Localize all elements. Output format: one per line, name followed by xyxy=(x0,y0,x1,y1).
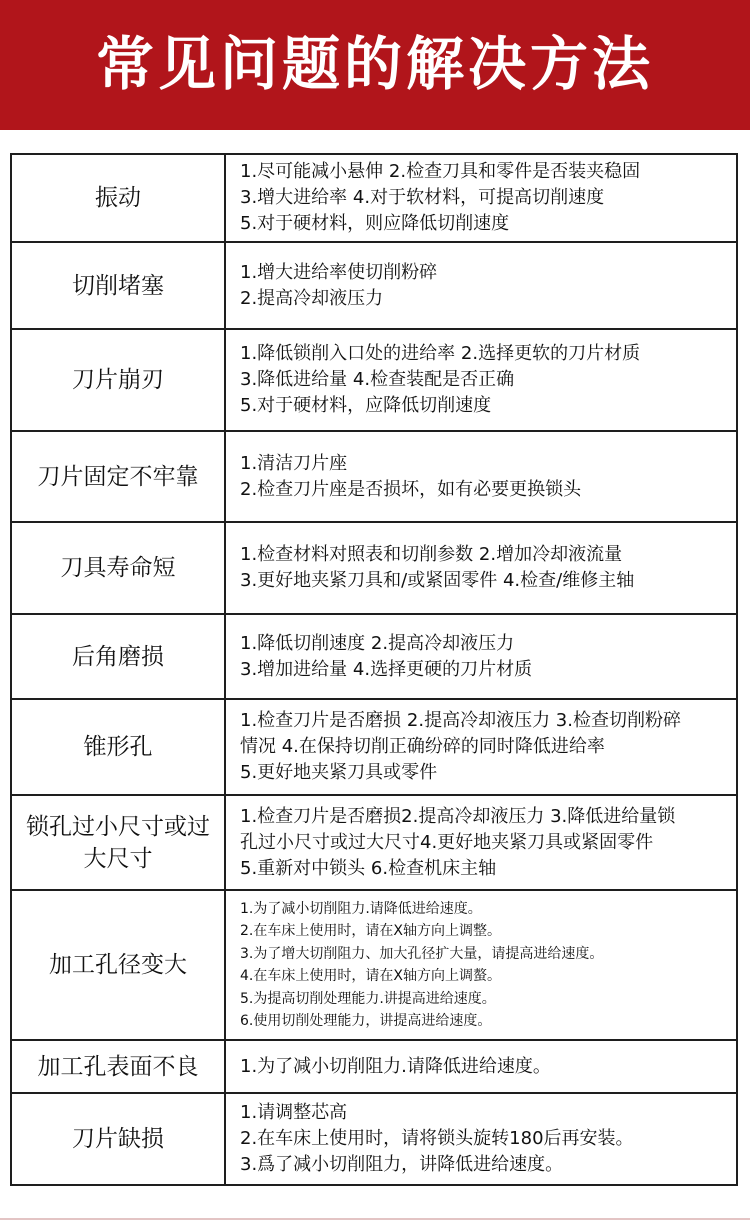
problem-cell: 锥形孔 xyxy=(11,699,225,795)
solution-cell xyxy=(225,1040,737,1093)
problem-cell: 刀片崩刃 xyxy=(11,329,225,431)
problem-cell: 振动 xyxy=(11,154,225,242)
solution-line: 3.为了增大切削阻力、加大孔径扩大量，请提高进给速度。 xyxy=(240,945,604,962)
solution-line: 2.检查刀片座是否损坏，如有必要更换锁头 xyxy=(240,478,582,500)
solution-line: 4.在车床上使用时，请在X轴方向上调螯。 xyxy=(240,968,501,984)
table-row xyxy=(11,1093,737,1185)
solution-cell xyxy=(225,242,737,329)
solution-line: 3.降低进给量 4.检查装配是否正确 xyxy=(240,369,515,390)
problem-cell: 加工孔表面不良 xyxy=(11,1040,225,1093)
table-row xyxy=(11,699,737,795)
solution-cell xyxy=(225,890,737,1040)
page-title: 常见问题的解决方法 xyxy=(95,30,654,98)
solution-line: 1.降低切削速度 2.提高冷却液压力 xyxy=(240,632,515,654)
solution-line: 5.更好地夹紧刀具或零件 xyxy=(240,762,438,783)
solution-line: 3.增加进给量 4.选择更硬的刀片材质 xyxy=(240,658,533,680)
solution-line: 2.在车床上使用时，请将锁头旋转180后再安装。 xyxy=(240,1128,634,1149)
problem-cell: 刀片缺损 xyxy=(11,1093,225,1185)
problem-cell: 后角磨损 xyxy=(11,614,225,699)
table-row xyxy=(11,329,737,431)
solution-line: 1.尽可能减小悬伸 2.检查刀具和零件是否装夹稳固 xyxy=(240,161,641,182)
solution-line: 6.使用切削处理能力，讲提高进给速度。 xyxy=(240,1013,492,1029)
solution-line: 1.降低锁削入口处的进给率 2.选择更软的刀片材质 xyxy=(240,343,641,364)
solution-line: 1.增大进给率使切削粉碎 xyxy=(240,261,438,283)
solution-line: 5.对于硬材料，则应降低切削速度 xyxy=(240,213,510,234)
table-row xyxy=(11,242,737,329)
table-row xyxy=(11,614,737,699)
solution-line: 3.爲了减小切削阻力，讲降低进给速度。 xyxy=(240,1154,564,1175)
solution-cell xyxy=(225,329,737,431)
problem-cell: 刀片固定不牢靠 xyxy=(11,431,225,522)
solution-line: 5.为提高切削处理能力.讲提高进给速度。 xyxy=(240,990,496,1007)
troubleshooting-table xyxy=(10,153,738,1186)
solution-line: 5.对于硬材料，应降低切削速度 xyxy=(240,395,492,416)
solution-line: 1.检查刀片是否磨损 2.提高冷却液压力 3.检查切削粉碎 xyxy=(240,710,681,731)
solution-cell xyxy=(225,699,737,795)
solution-line: 情况 4.在保持切削正确纷碎的同时降低进给率 xyxy=(240,736,605,757)
solution-cell xyxy=(225,431,737,522)
solution-line: 3.更好地夹紧刀具和/或紧固零件 4.检查/维修主轴 xyxy=(240,570,635,591)
solution-cell xyxy=(225,614,737,699)
solution-line: 孔过小尺寸或过大尺寸4.更好地夹紧刀具或紧固零件 xyxy=(240,831,654,853)
solution-line: 1.请调整芯高 xyxy=(240,1102,348,1123)
troubleshooting-table-container xyxy=(10,153,738,1186)
solution-line: 1.检查材料对照表和切削参数 2.增加冷却液流量 xyxy=(240,544,623,565)
table-row xyxy=(11,890,737,1040)
table-row xyxy=(11,795,737,890)
solution-line: 2.在车床上使用时，请在X轴方向上调整。 xyxy=(240,923,501,939)
solution-line: 3.增大进给率 4.对于软材料，可提高切削速度 xyxy=(240,187,605,208)
table-row xyxy=(11,431,737,522)
solution-cell xyxy=(225,522,737,614)
table-row xyxy=(11,1040,737,1093)
solution-line: 1.清洁刀片座 xyxy=(240,452,348,474)
solution-cell xyxy=(225,1093,737,1185)
solution-line: 5.重新对中锁头 6.检查机床主轴 xyxy=(240,857,497,879)
table-row xyxy=(11,154,737,242)
solution-line: 2.提高冷却液压力 xyxy=(240,287,384,309)
problem-cell: 加工孔径变大 xyxy=(11,890,225,1040)
problem-cell: 切削堵塞 xyxy=(11,242,225,329)
solution-line: 1.检查刀片是否磨损2.提高冷却液压力 3.降低进给量锁 xyxy=(240,805,676,827)
title-banner xyxy=(0,0,750,130)
table-row xyxy=(11,522,737,614)
bottom-divider xyxy=(0,1218,750,1220)
solution-line: 1.为了减小切削阻力.请降低进给速度。 xyxy=(240,900,482,917)
solution-cell xyxy=(225,154,737,242)
solution-line: 1.为了减小切削阻力.请降低进给速度。 xyxy=(240,1055,551,1077)
solution-cell xyxy=(225,795,737,890)
problem-cell: 刀具寿命短 xyxy=(11,522,225,614)
problem-cell: 锁孔过小尺寸或过大尺寸 xyxy=(11,795,225,890)
